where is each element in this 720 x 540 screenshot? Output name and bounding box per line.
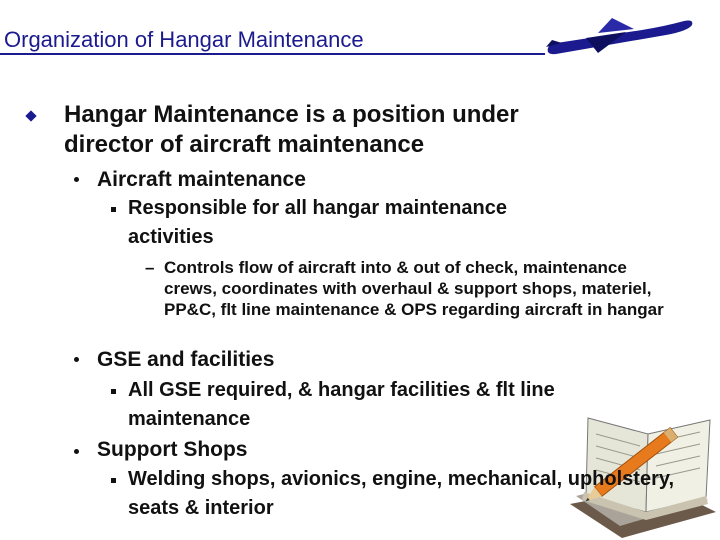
bullet-dot-icon (74, 357, 79, 362)
bullet-square-icon (111, 207, 116, 212)
gse-point: GSE and facilities (97, 348, 275, 371)
airplane-icon (538, 10, 694, 58)
aircraft-maintenance-detail: Responsible for all hangar maintenance activities (128, 197, 507, 248)
aircraft-maintenance-subdetail: Controls flow of aircraft into & out of check, maintenance crews, coordinates with overhaul & support shops, materiel, PP&C, flt line maintenance & OPS regarding aircraft in hangar (164, 258, 664, 319)
gse-detail: All GSE required, & hangar facilities & flt line maintenance (128, 379, 555, 430)
slide-title: Organization of Hangar Maintenance (4, 27, 364, 52)
bullet-dash: – (145, 258, 155, 277)
title-underline (0, 53, 545, 55)
main-point: Hangar Maintenance is a position under director of aircraft maintenance (64, 101, 519, 158)
bullet-square-icon (111, 478, 116, 483)
aircraft-maintenance-point: Aircraft maintenance (97, 168, 306, 191)
bullet-diamond-icon (25, 110, 36, 121)
bullet-square-icon (111, 389, 116, 394)
support-shops-detail: Welding shops, avionics, engine, mechanical, upholstery, seats & interior (128, 468, 675, 519)
bullet-dot-icon (74, 177, 79, 182)
bullet-dot-icon (74, 449, 79, 454)
support-shops-point: Support Shops (97, 438, 248, 461)
